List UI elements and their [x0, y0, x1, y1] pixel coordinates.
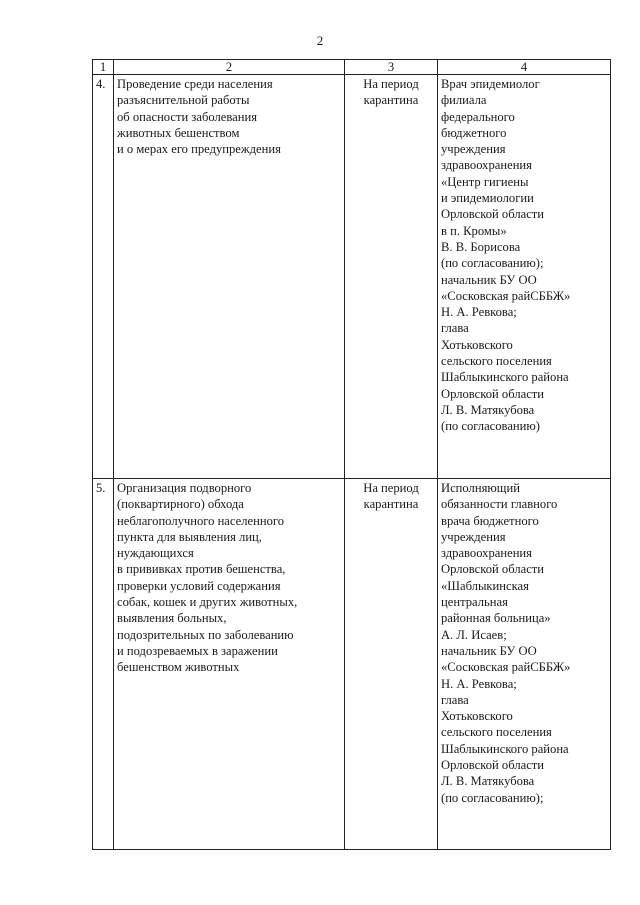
- text-line: филиала: [441, 93, 487, 108]
- text-line: Н. А. Ревкова;: [441, 676, 517, 691]
- text-line: бюджетного: [441, 125, 507, 140]
- responsible-cell: [438, 479, 611, 850]
- text-line: обязанности главного: [441, 497, 558, 512]
- table-header-row: [93, 60, 611, 75]
- text-line: (по согласованию);: [441, 790, 544, 805]
- text-line: и подозреваемых в заражении: [117, 643, 278, 658]
- text-line: Орловской области: [441, 562, 545, 577]
- text-line: Организация подворного: [117, 481, 252, 495]
- text-line: животных бешенством: [117, 125, 240, 140]
- text-line: Исполняющий: [441, 481, 520, 495]
- row-number: 5.: [93, 479, 114, 850]
- period-cell: [345, 479, 438, 850]
- table-row: [93, 75, 611, 479]
- text-line: нуждающихся: [117, 546, 194, 561]
- text-line: На период: [363, 481, 419, 495]
- text-line: в прививках против бешенства,: [117, 562, 286, 577]
- text-line: федерального: [441, 109, 515, 124]
- text-line: На период: [363, 77, 419, 91]
- text-line: Хотьковского: [441, 709, 513, 724]
- table-row: [93, 479, 611, 850]
- column-header-number: 1: [93, 60, 114, 75]
- text-line: Проведение среди населения: [117, 77, 273, 91]
- text-line: (по согласованию): [441, 419, 541, 434]
- measures-table: [92, 59, 611, 850]
- text-line: Н. А. Ревкова;: [441, 305, 517, 320]
- text-line: начальник БУ ОО: [441, 272, 537, 287]
- text-line: подозрительных по заболеванию: [117, 627, 294, 642]
- text-line: карантина: [363, 93, 419, 108]
- text-line: начальник БУ ОО: [441, 643, 537, 658]
- text-line: глава: [441, 692, 469, 707]
- text-line: здравоохранения: [441, 158, 532, 173]
- text-line: выявления больных,: [117, 611, 227, 626]
- text-line: «Сосковская райСББЖ»: [441, 660, 571, 675]
- page-number: 2: [316, 33, 324, 48]
- text-line: и эпидемиологии: [441, 191, 534, 206]
- text-line: (по согласованию);: [441, 256, 544, 271]
- text-line: разъяснительной работы: [117, 93, 250, 108]
- text-line: Орловской области: [441, 207, 545, 222]
- text-line: бешенством животных: [117, 660, 240, 675]
- text-line: врача бюджетного: [441, 513, 539, 528]
- text-line: Орловской области: [441, 758, 545, 773]
- text-line: неблагополучного населенного: [117, 513, 285, 528]
- text-line: собак, кошек и других животных,: [117, 595, 298, 610]
- text-line: (поквартирного) обхода: [117, 497, 244, 512]
- text-line: районная больница»: [441, 611, 551, 626]
- text-line: здравоохранения: [441, 546, 532, 561]
- text-line: в п. Кромы»: [441, 223, 507, 238]
- text-line: учреждения: [441, 142, 506, 157]
- text-line: центральная: [441, 595, 508, 610]
- text-line: Л. В. Матякубова: [441, 774, 535, 789]
- activity-cell: [114, 479, 345, 850]
- text-line: «Шаблыкинская: [441, 578, 529, 593]
- text-line: глава: [441, 321, 469, 336]
- text-line: Врач эпидемиолог: [441, 77, 540, 91]
- text-line: карантина: [363, 497, 419, 512]
- text-line: Хотьковского: [441, 337, 513, 352]
- row-number: 4.: [93, 75, 114, 479]
- text-line: Л. В. Матякубова: [441, 402, 535, 417]
- column-header-period: 3: [345, 60, 438, 75]
- text-line: учреждения: [441, 529, 506, 544]
- text-line: Шаблыкинского района: [441, 370, 569, 385]
- text-line: «Сосковская райСББЖ»: [441, 288, 571, 303]
- text-line: сельского поселения: [441, 354, 552, 369]
- text-line: и о мерах его предупреждения: [117, 142, 281, 157]
- text-line: Орловской области: [441, 386, 545, 401]
- text-line: А. Л. Исаев;: [441, 627, 507, 642]
- responsible-cell: [438, 75, 611, 479]
- column-header-responsible: 4: [438, 60, 611, 75]
- text-line: сельского поселения: [441, 725, 552, 740]
- column-header-activity: 2: [114, 60, 345, 75]
- text-line: пункта для выявления лиц,: [117, 529, 262, 544]
- text-line: об опасности заболевания: [117, 109, 258, 124]
- text-line: «Центр гигиены: [441, 174, 529, 189]
- activity-cell: [114, 75, 345, 479]
- period-cell: [345, 75, 438, 479]
- text-line: проверки условий содержания: [117, 578, 281, 593]
- text-line: Шаблыкинского района: [441, 741, 569, 756]
- text-line: В. В. Борисова: [441, 239, 521, 254]
